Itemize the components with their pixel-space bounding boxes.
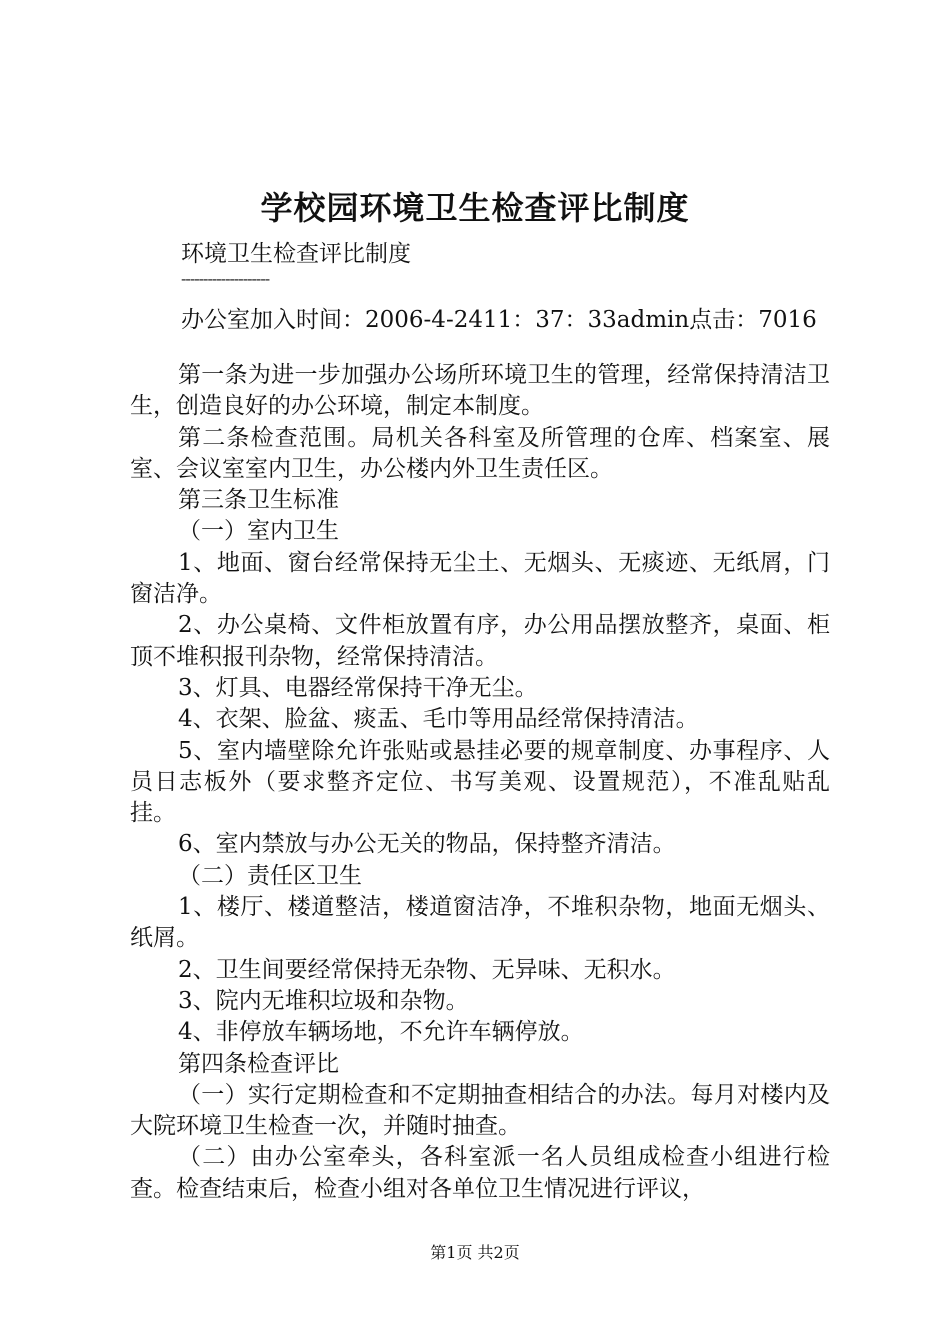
- paragraph-item: 4、衣架、脸盆、痰盂、毛巾等用品经常保持清洁。: [178, 706, 699, 733]
- document-meta: 办公室加入时间：2006-4-2411：37：33admin点击：7016: [181, 307, 817, 333]
- separator-line: --------------------: [181, 269, 270, 288]
- paragraph-item: 3、灯具、电器经常保持干净无尘。: [178, 674, 538, 701]
- paragraph-item: 5、室内墙壁除允许张贴或悬挂必要的规章制度、办事程序、人员日志板外（要求整齐定位、书写美观、设置规范），不准乱贴乱挂。: [130, 737, 830, 827]
- paragraph-article-1: 第一条为进一步加强办公场所环境卫生的管理，经常保持清洁卫生，创造良好的办公环境，制定本制度。: [130, 362, 830, 420]
- paragraph-item: 2、办公桌椅、文件柜放置有序，办公用品摆放整齐，桌面、柜顶不堆积报刊杂物，经常保持清洁。: [130, 612, 830, 670]
- paragraph-item: 3、院内无堆积垃圾和杂物。: [178, 987, 469, 1014]
- paragraph-item: 6、室内禁放与办公无关的物品，保持整齐清洁。: [178, 831, 676, 858]
- document-title: 学校园环境卫生检查评比制度: [260, 189, 690, 227]
- heading-article-4: 第四条检查评比: [178, 1050, 339, 1077]
- paragraph-item: 1、楼厅、楼道整洁，楼道窗洁净，不堆积杂物，地面无烟头、纸屑。: [130, 894, 830, 952]
- heading-indoor-hygiene: （一）室内卫生: [178, 518, 339, 545]
- page-number: 第1页 共2页: [430, 1243, 520, 1262]
- paragraph-article-2: 第二条检查范围。局机关各科室及所管理的仓库、档案室、展室、会议室室内卫生，办公楼内外卫生责任区。: [130, 424, 830, 482]
- document-header: [181, 238, 861, 336]
- paragraph-item: 4、非停放车辆场地，不允许车辆停放。: [178, 1019, 584, 1046]
- heading-responsibility-area: （二）责任区卫生: [178, 862, 362, 889]
- heading-article-3: 第三条卫生标准: [178, 487, 339, 514]
- paragraph-item: 1、地面、窗台经常保持无尘土、无烟头、无痰迹、无纸屑，门窗洁净。: [130, 549, 830, 608]
- document-subtitle: 环境卫生检查评比制度: [181, 241, 411, 267]
- paragraph-item: 2、卫生间要经常保持无杂物、无异味、无积水。: [178, 956, 676, 983]
- paragraph-item: （二）由办公室牵头，各科室派一名人员组成检查小组进行检查。检查结束后，检查小组对各单位卫生情况进行评议，: [130, 1144, 830, 1202]
- document-body: [130, 360, 830, 1205]
- paragraph-item: （一）实行定期检查和不定期抽查相结合的办法。每月对楼内及大院环境卫生检查一次，并随时抽查。: [130, 1081, 830, 1140]
